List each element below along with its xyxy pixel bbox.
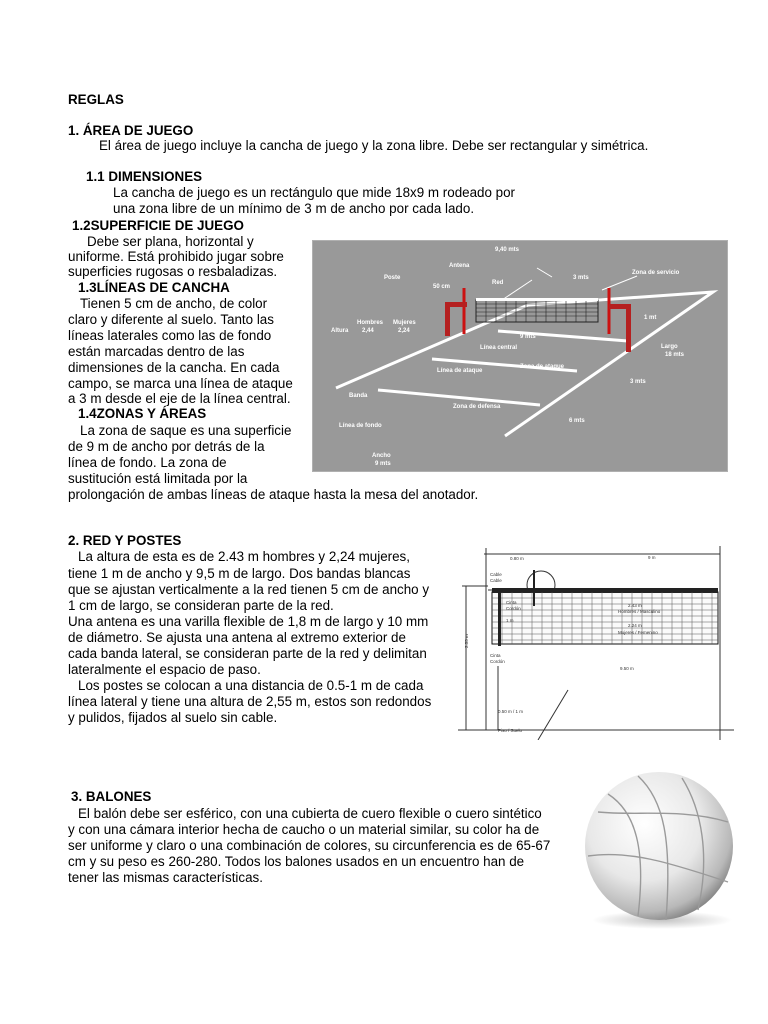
text-line: que se ajustan verticalmente a la red tienen 5 cm de ancho y bbox=[68, 582, 430, 597]
label-9m: 9 mts bbox=[520, 334, 536, 340]
subsection-1-1-heading: 1.1 DIMENSIONES bbox=[86, 169, 203, 184]
label-244: 2,44 bbox=[362, 328, 374, 334]
text-line: de 9 m de ancho por detrás de la bbox=[68, 439, 265, 454]
subsection-1-4-heading: 1.4ZONAS Y ÁREAS bbox=[78, 406, 207, 421]
text-line: claro y diferente al suelo. Tanto las bbox=[68, 312, 274, 327]
text-line: campo, se marca una línea de ataque bbox=[68, 376, 293, 391]
label-3m-service: 3 mts bbox=[573, 275, 589, 281]
text-line: a 3 m desde el eje de la línea central. bbox=[68, 391, 291, 406]
label-cinta: Cinta bbox=[506, 600, 517, 605]
text-line: uniforme. Está prohibido jugar sobre bbox=[68, 249, 284, 264]
post-left bbox=[445, 302, 450, 336]
label-9m: 9 m bbox=[648, 555, 656, 560]
volleyball-svg bbox=[578, 770, 740, 930]
label-ancho: Ancho bbox=[372, 453, 391, 459]
court-diagram bbox=[312, 240, 728, 472]
label-cordon: Cordón bbox=[506, 606, 521, 611]
ball-body bbox=[585, 772, 733, 920]
label-50cm: 50 cm bbox=[433, 284, 451, 290]
label-linea-ataque: Línea de ataque bbox=[437, 368, 483, 374]
text-line: Tienen 5 cm de ancho, de color bbox=[80, 296, 268, 311]
label-largo: Largo bbox=[661, 344, 678, 350]
label-zona-defensa: Zona de defensa bbox=[453, 404, 501, 410]
label-antena: Antena bbox=[449, 263, 470, 269]
subsection-1-3-heading: 1.3LÍNEAS DE CANCHA bbox=[78, 280, 230, 295]
label-18m: 18 mts bbox=[665, 352, 685, 358]
label-mujeres: Mujeres / Femenino bbox=[618, 630, 658, 635]
text-line: La cancha de juego es un rectángulo que mide 18x9 m rodeado por bbox=[113, 185, 516, 200]
label-altura: Altura bbox=[331, 328, 349, 334]
volleyball-image bbox=[578, 770, 740, 930]
page-title: REGLAS bbox=[68, 92, 124, 107]
label-080m: 0.80 m bbox=[510, 556, 524, 561]
net-diagram bbox=[458, 540, 734, 740]
text-line: 1 cm de largo, se consideran parte de la red. bbox=[68, 598, 334, 613]
subsection-1-2-heading: 1.2SUPERFICIE DE JUEGO bbox=[72, 218, 244, 233]
text-line: tiene 1 m de ancho y 9,5 m de largo. Dos bandas blancas bbox=[68, 566, 411, 581]
label-mujeres: Mujeres bbox=[393, 320, 416, 326]
text-line: y pulidos, fijados al suelo sin cable. bbox=[68, 710, 278, 725]
net-diagram-svg bbox=[458, 540, 734, 740]
text-line: dimensiones de la cancha. En cada bbox=[68, 360, 280, 375]
label-width: 9,40 mts bbox=[495, 247, 520, 253]
label-zona-servicio: Zona de servicio bbox=[632, 270, 680, 276]
text-line: La altura de esta es de 2.43 m hombres y 2,24 mujeres, bbox=[78, 549, 410, 564]
text-line: La zona de saque es una superficie bbox=[80, 423, 292, 438]
label-linea-central: Línea central bbox=[480, 345, 518, 351]
text-line: línea de fondo. La zona de bbox=[68, 455, 227, 470]
text-line: y con una cámara interior hecha de caucho o un material similar, su color ha de bbox=[68, 822, 540, 837]
text-line: líneas laterales como las de fondo bbox=[68, 328, 272, 343]
label-cable-2: Cable bbox=[490, 578, 502, 583]
text-line: superficies rugosas o resbaladizas. bbox=[68, 264, 278, 279]
text-line: línea lateral y tiene una altura de 2,55 m, estos son redondos bbox=[68, 694, 432, 709]
net-side-band bbox=[498, 588, 501, 646]
label-banda: Banda bbox=[349, 393, 368, 399]
text-line: Los postes se colocan a una distancia de 0.5-1 m de cada bbox=[78, 678, 424, 693]
label-hombres: Hombres bbox=[357, 320, 384, 326]
label-950m: 9.50 m bbox=[620, 666, 634, 671]
label-red: Red bbox=[492, 280, 504, 286]
text-line: Debe ser plana, horizontal y bbox=[87, 234, 254, 249]
text-line: El balón debe ser esférico, con una cubierta de cuero flexible o cuero sintético bbox=[78, 806, 542, 821]
label-243m: 2.43 m bbox=[628, 603, 642, 608]
label-ancho-value: 9 mts bbox=[375, 461, 391, 467]
label-3m: 3 mts bbox=[630, 379, 646, 385]
section-1-text: El área de juego incluye la cancha de juego y la zona libre. Debe ser rectangular y simétrica. bbox=[99, 138, 649, 153]
label-poste: Poste bbox=[384, 275, 401, 281]
text-line: prolongación de ambas líneas de ataque hasta la mesa del anotador. bbox=[68, 487, 479, 502]
label-224m: 2.24 m bbox=[628, 623, 642, 628]
section-1-heading: 1. ÁREA DE JUEGO bbox=[68, 123, 194, 138]
text-line: tener las mismas características. bbox=[68, 870, 263, 885]
text-line: una zona libre de un mínimo de 3 m de ancho por cada lado. bbox=[113, 201, 475, 216]
section-2-heading: 2. RED Y POSTES bbox=[68, 533, 182, 548]
label-cordon-2: Cordón bbox=[490, 659, 505, 664]
label-linea-fondo: Línea de fondo bbox=[339, 423, 382, 429]
label-224: 2,24 bbox=[398, 328, 410, 334]
label-zona-ataque: Zona de ataque bbox=[520, 364, 565, 370]
label-1m: 1 m bbox=[506, 618, 514, 623]
label-suelo: Piso / Suelo bbox=[498, 728, 523, 733]
text-line: sustitución está limitada por la bbox=[68, 471, 248, 486]
label-cinta-2: Cinta bbox=[490, 653, 501, 658]
label-6m: 6 mts bbox=[569, 418, 585, 424]
text-line: Una antena es una varilla flexible de 1,8 m de largo y 10 mm bbox=[68, 614, 429, 629]
label-post-distance: 0.50 m / 1 m bbox=[498, 709, 524, 714]
text-line: de diámetro. Se ajusta una antena al extremo exterior de bbox=[68, 630, 406, 645]
post-right bbox=[626, 304, 631, 352]
text-line: lateralmente el espacio de paso. bbox=[68, 662, 261, 677]
label-1m: 1 mt bbox=[644, 315, 657, 321]
net-mesh bbox=[492, 570, 718, 646]
text-line: cada banda lateral, se consideran parte de la red y delimitan bbox=[68, 646, 427, 661]
text-line: ser uniforme y claro o una combinación de colores, su circunferencia es de 65-67 bbox=[68, 838, 551, 853]
label-255m: 2.55 m bbox=[464, 634, 469, 648]
text-line: cm y su peso es 260-280. Todos los balones usados en un encuentro han de bbox=[68, 854, 525, 869]
court-diagram-svg bbox=[312, 240, 728, 472]
label-cable: Cable bbox=[490, 572, 502, 577]
text-line: están marcadas dentro de las bbox=[68, 344, 245, 359]
label-hombres: Hombres / Masculino bbox=[618, 609, 661, 614]
section-3-heading: 3. BALONES bbox=[71, 789, 152, 804]
